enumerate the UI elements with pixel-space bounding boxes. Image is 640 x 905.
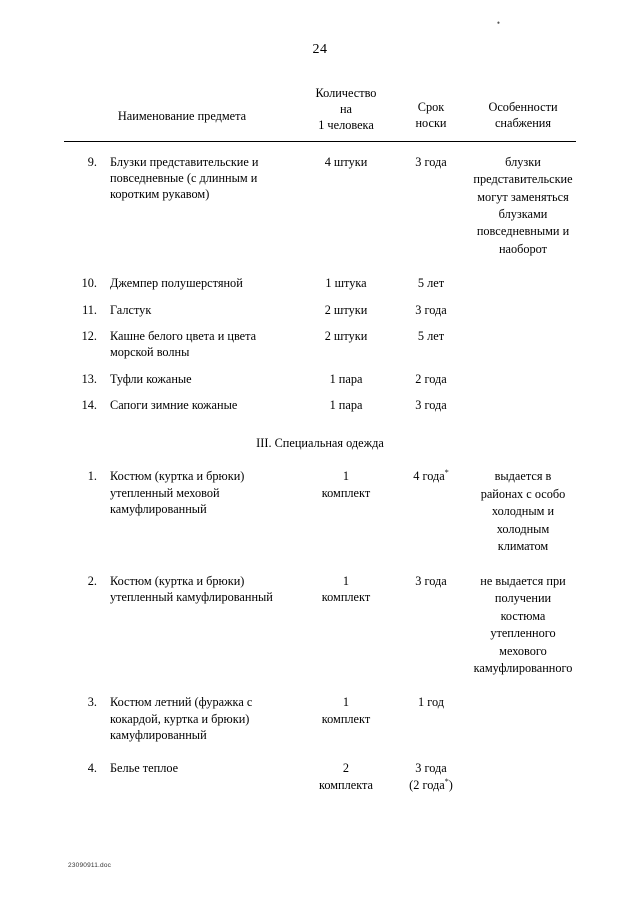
row-note (470, 392, 576, 418)
table-row (64, 149, 576, 264)
table-row (64, 366, 576, 392)
row-number: 14. (81, 398, 97, 413)
section-title: III. Специальная одежда (256, 436, 384, 451)
row-quantity: 2 штуки (324, 329, 368, 344)
table-row (64, 323, 576, 366)
row-number: 2. (87, 573, 97, 588)
spacer (64, 561, 576, 568)
row-number: 12. (81, 329, 97, 344)
row-quantity: 4 штуки (324, 154, 368, 169)
row-item-name: Сапоги зимние кожаные (110, 398, 238, 413)
row-quantity: 1 комплект (321, 469, 371, 500)
table-row (64, 392, 576, 418)
row-item-name: Костюм (куртка и брюки) утепленный меховой камуфлированный (110, 469, 245, 517)
row-term: 2 года (415, 371, 447, 386)
row-term: 5 лет (417, 276, 445, 291)
row-quantity: 1 пара (329, 398, 363, 413)
row-note: выдается в районах с особо холодным и холодным климатом (480, 469, 566, 554)
spacer (64, 682, 576, 689)
row-term: 3 года (415, 398, 447, 413)
row-term: 3 года (415, 154, 447, 169)
row-term: 3 года (2 года*) (409, 761, 453, 792)
table-row (64, 270, 576, 296)
row-quantity: 1 комплект (321, 573, 371, 605)
row-item-name: Блузки представительские и повседневные (с длинным и коротким рукавом) (110, 154, 259, 202)
row-item-name: Туфли кожаные (110, 371, 192, 386)
section-heading-row (64, 418, 576, 463)
row-number: 4. (87, 761, 97, 776)
row-term: 1 год (417, 695, 444, 710)
row-item-name: Кашне белого цвета и цвета морской волны (110, 329, 257, 360)
table-row (64, 463, 576, 560)
header-cell-quantity: Количество на 1 человека (300, 76, 392, 141)
table-row (64, 297, 576, 323)
row-item-name: Галстук (110, 302, 152, 317)
row-note (470, 689, 576, 748)
page-number: 24 (312, 42, 328, 57)
row-item-name: Костюм (куртка и брюки) утепленный камуфлированный (110, 573, 273, 605)
header-cell-name: Наименование предмета (64, 76, 300, 141)
spacer (64, 748, 576, 755)
row-note (470, 755, 576, 798)
table-row (64, 689, 576, 748)
scan-artifact-mark: • (496, 18, 500, 28)
table-row (64, 755, 576, 798)
row-quantity: 1 пара (329, 371, 363, 386)
row-note (470, 270, 576, 296)
row-number: 9. (87, 154, 97, 169)
row-item-name: Белье теплое (110, 761, 179, 776)
row-number: 10. (81, 276, 97, 291)
row-term: 4 года* (413, 468, 449, 484)
table-row (64, 568, 576, 683)
row-note (470, 323, 576, 366)
footnote-marker: * (444, 468, 449, 478)
row-note: не выдается при получении костюма утепленного мехового камуфлированного (473, 573, 573, 675)
row-item-name: Джемпер полушерстяной (110, 276, 243, 291)
row-note (470, 297, 576, 323)
row-item-name: Костюм летний (фуражка с кокардой, куртка и брюки) камуфлированный (110, 695, 253, 743)
row-number: 3. (87, 695, 97, 710)
row-term: 3 года (415, 302, 447, 317)
footnote-marker: * (444, 776, 449, 786)
spacer (64, 141, 576, 149)
row-number: 13. (81, 371, 97, 386)
clothing-allowance-table (64, 76, 576, 798)
header-cell-notes: Особенности снабжения (470, 76, 576, 141)
row-number: 1. (87, 469, 97, 484)
row-quantity: 1 комплект (321, 695, 371, 726)
row-quantity: 1 штука (325, 276, 367, 291)
footer-file-code: 23090911.doc (68, 862, 112, 869)
row-note (470, 366, 576, 392)
row-term: 5 лет (417, 329, 445, 344)
row-quantity: 2 комплекта (318, 761, 373, 792)
row-number: 11. (82, 302, 97, 317)
spacer (64, 263, 576, 270)
table-header-row (64, 76, 576, 141)
row-quantity: 2 штуки (324, 302, 368, 317)
row-term: 3 года (415, 573, 447, 588)
header-cell-term: Срок носки (392, 76, 470, 141)
row-note: блузки представительские могут заменяться блузками повседневными и наоборот (473, 154, 573, 256)
